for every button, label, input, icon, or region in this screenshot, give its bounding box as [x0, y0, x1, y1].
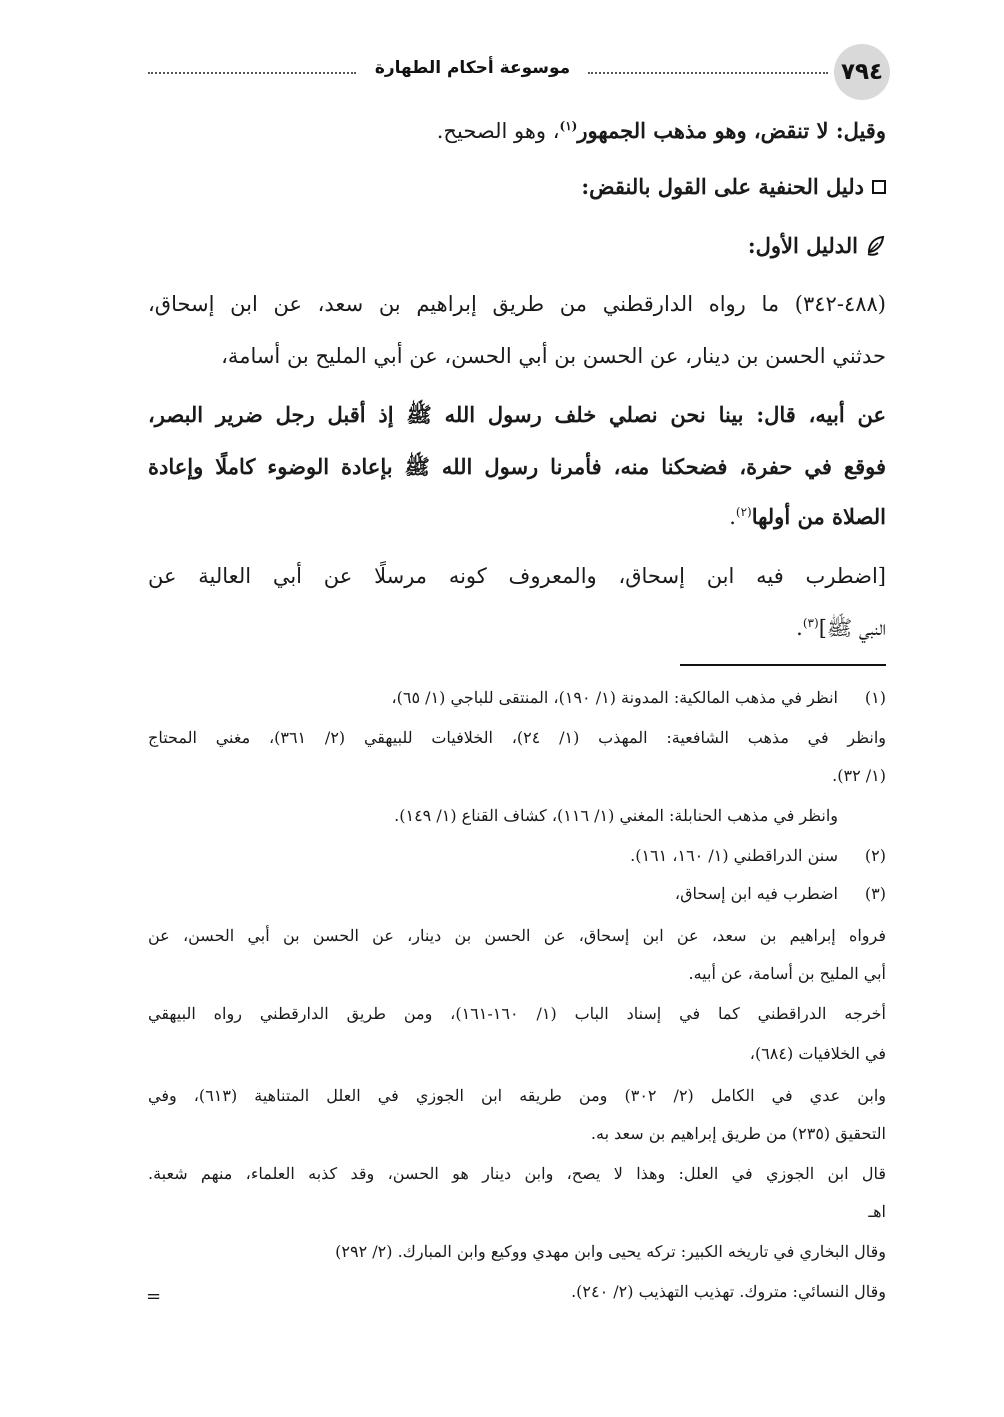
footnote-separator [680, 664, 886, 666]
footnote-3-line-3: أبي المليح بن أسامة، عن أبيه. [688, 964, 886, 983]
square-bullet-icon [872, 180, 886, 194]
section-heading-2-text: الدليل الأول: [747, 232, 858, 258]
footnote-3-line-2: فرواه إبراهيم بن سعد، عن ابن إسحاق، عن الحسن بن دينار، عن الحسن بن أبي الحسن، عن [148, 926, 886, 945]
footnote-3-line-6: وابن عدي في الكامل (٢/ ٣٠٢) ومن طريقه ابن الجوزي في العلل المتناهية (٦١٣)، وفي [148, 1086, 887, 1105]
footnote-ref-3[interactable]: (٣) [802, 616, 819, 630]
header-dotted-leader-right [588, 72, 828, 74]
footnote-1-line-3: (١/ ٣٢). [832, 766, 886, 785]
body-line-1-text: وقيل: لا تنقض، وهو مذهب الجمهور [577, 118, 886, 143]
footnote-3-line-11: وقال النسائي: متروك. تهذيب التهذيب (٢/ ٢٤٠). [571, 1282, 886, 1301]
footnote-3-line-8: قال ابن الجوزي في العلل: وهذا لا يصح، وابن دينار هو الحسن، وقد كذبه العلماء، منهم شعبة. [148, 1164, 886, 1183]
body-line-1 [437, 120, 886, 142]
running-header-title: موسوعة أحكام الطهارة [374, 58, 571, 78]
hadith-line-2: فوقع في حفرة، فضحكنا منه، فأمرنا رسول الله ﷺ بإعادة الوضوء كاملًا وإعادة [148, 454, 886, 479]
footnote-3-line-4: أخرجه الدراقطني كما في إسناد الباب (١/ ١٦٠-١٦١)، ومن طريق الدارقطني رواه البيهقي [148, 1004, 886, 1023]
footnote-number-2: (٢) [864, 846, 886, 865]
hadith-line-3 [729, 506, 886, 528]
body-line-10-text: النبي ﷺ] [818, 616, 886, 640]
hadith-line-3-end: . [729, 505, 736, 529]
footnote-ref-2[interactable]: (٢) [735, 505, 752, 519]
footnote-3-line-7: التحقيق (٢٣٥) من طريق إبراهيم بن سعد به. [590, 1124, 886, 1143]
body-line-1-text-end: ، وهو الصحيح. [436, 119, 560, 143]
footnote-3-line-9: اهـ [868, 1202, 886, 1221]
section-heading-1 [581, 176, 886, 197]
body-line-9: [اضطرب فيه ابن إسحاق، والمعروف كونه مرسلًا عن أبي العالية عن [148, 564, 886, 588]
hadith-line-1: عن أبيه، قال: بينا نحن نصلي خلف رسول الله ﷺ إذ أقبل رجل ضرير البصر، [148, 402, 886, 427]
footnote-1-line-1: انظر في مذهب المالكية: المدونة (١/ ١٩٠)، المنتقى للباجي (١/ ٦٥)، [391, 688, 838, 707]
body-line-5: حدثني الحسن بن دينار، عن الحسن بن أبي الحسن، عن أبي المليح بن أسامة، [221, 344, 886, 368]
leaf-ornament-icon [866, 234, 886, 256]
footnote-3-line-1: اضطرب فيه ابن إسحاق، [674, 884, 838, 903]
footnote-3-line-10: وقال البخاري في تاريخه الكبير: تركه يحيى وابن مهدي ووكيع وابن المبارك. (٢/ ٢٩٢) [335, 1242, 886, 1261]
footnote-number-3: (٣) [864, 884, 886, 903]
hadith-line-3-text: الصلاة من أولها [751, 504, 886, 529]
footnote-number-1: (١) [864, 688, 886, 707]
body-line-10 [796, 618, 886, 639]
body-line-4: (٤٨٨-٣٤٢) ما رواه الدارقطني من طريق إبراهيم بن سعد، عن ابن إسحاق، [148, 292, 886, 316]
footnote-2-line-1: سنن الدراقطني (١/ ١٦٠، ١٦١). [630, 846, 838, 865]
footnote-1-line-4: وانظر في مذهب الحنابلة: المغني (١/ ١١٦)، كشاف القناع (١/ ١٤٩). [394, 806, 838, 825]
section-heading-1-text: دليل الحنفية على القول بالنقض: [581, 174, 864, 199]
footnote-3-line-5: في الخلافيات (٦٨٤)، [749, 1044, 886, 1063]
section-heading-2 [748, 234, 886, 256]
footnote-ref-1[interactable]: (١) [559, 119, 578, 133]
continuation-mark: = [146, 1286, 162, 1307]
page-number-badge: ٧٩٤ [834, 44, 890, 100]
footnote-1-line-2: وانظر في مذهب الشافعية: المهذب (١/ ٢٤)، الخلافيات للبيهقي (٢/ ٣٦١)، مغني المحتاج [148, 728, 887, 747]
header-dotted-leader-left [148, 72, 356, 74]
body-line-10-end: . [796, 616, 803, 640]
